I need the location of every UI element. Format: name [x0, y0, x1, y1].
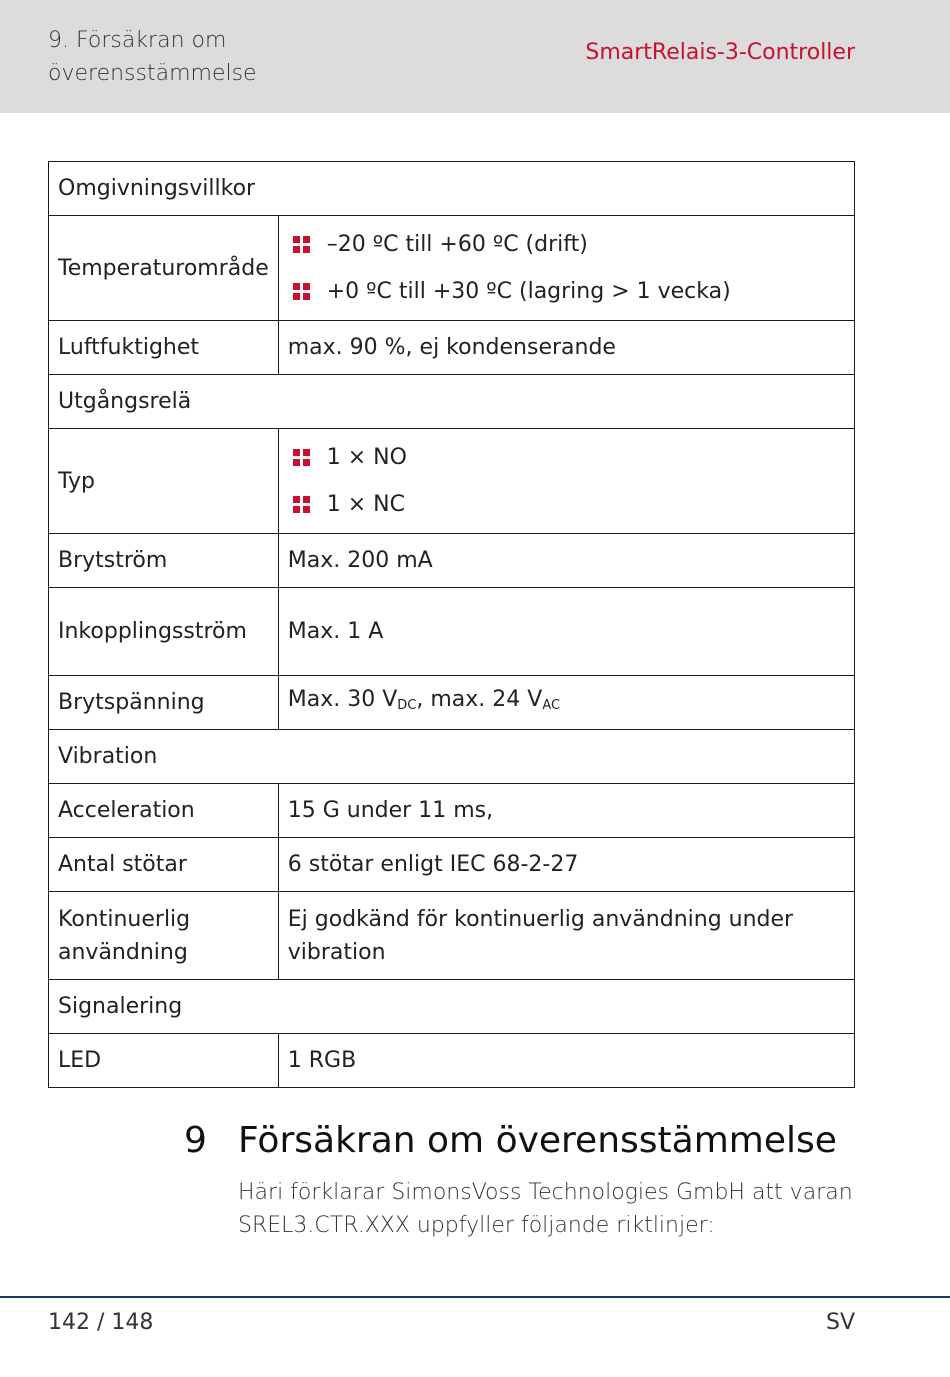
row-label: Kontinuerlig användning [49, 892, 279, 980]
table-row [49, 784, 855, 838]
header-section-line-2: överensstämmelse [48, 61, 257, 86]
table-row [49, 730, 855, 784]
list-item [288, 434, 845, 481]
section-title: Försäkran om överensstämmelse [238, 1120, 837, 1161]
table-group-header: Omgivningsvillkor [49, 162, 855, 216]
row-label: Antal stötar [49, 838, 279, 892]
list-item-text: 1 × NC [326, 492, 405, 517]
table-group-header: Utgångsrelä [49, 375, 855, 429]
table-row [49, 534, 855, 588]
table-row [49, 429, 855, 534]
voltage-prefix: Max. 30 V [287, 687, 398, 712]
row-value: 6 stötar enligt IEC 68-2-27 [278, 838, 854, 892]
list-item-text: –20 ºC till +60 ºC (drift) [326, 232, 588, 257]
table-row [49, 980, 855, 1034]
row-value: Max. 200 mA [278, 534, 854, 588]
table-row [49, 216, 855, 321]
row-label: Brytström [49, 534, 279, 588]
section-number: 9 [184, 1120, 207, 1161]
bullet-list [288, 434, 845, 528]
table-row [49, 838, 855, 892]
row-value: max. 90 %, ej kondenserande [278, 321, 854, 375]
voltage-dc-subscript: DC [397, 698, 417, 713]
bullet-list [288, 221, 845, 315]
row-value: Ej godkänd för kontinuerlig användning under vibration [278, 892, 854, 980]
table-row [49, 1034, 855, 1088]
section-intro: Häri förklarar SimonsVoss Technologies GmbH att varan SREL3.CTR.XXX uppfyller följande riktlinjer: [238, 1180, 853, 1238]
table-group-header: Signalering [49, 980, 855, 1034]
header-section-line-1: 9. Försäkran om [48, 28, 227, 53]
header-product-name: SmartRelais-3-Controller [585, 40, 855, 65]
page-number: 142 / 148 [48, 1310, 154, 1335]
footer-divider [0, 1296, 950, 1298]
header-section-title [48, 24, 257, 90]
table-row [49, 375, 855, 429]
row-value: 1 RGB [278, 1034, 854, 1088]
page-header [0, 0, 950, 113]
row-label: Luftfuktighet [49, 321, 279, 375]
list-item [288, 268, 845, 315]
table-row [49, 321, 855, 375]
language-code: SV [825, 1310, 855, 1335]
red-square-bullet-icon [293, 449, 310, 466]
list-item-text: 1 × NO [326, 445, 407, 470]
row-label: Typ [49, 429, 279, 534]
list-item-text: +0 ºC till +30 ºC (lagring > 1 vecka) [326, 279, 731, 304]
table-row [49, 892, 855, 980]
table-row [49, 588, 855, 676]
red-square-bullet-icon [293, 236, 310, 253]
list-item [288, 221, 845, 268]
table-row [49, 162, 855, 216]
row-value: Max. 1 A [278, 588, 854, 676]
row-label: Acceleration [49, 784, 279, 838]
specification-table [48, 161, 855, 1088]
row-value [278, 429, 854, 534]
row-value [278, 676, 854, 730]
table-row [49, 676, 855, 730]
table-group-header: Vibration [49, 730, 855, 784]
row-label: Inkopplingsström [49, 588, 279, 676]
row-label: Brytspänning [49, 676, 279, 730]
red-square-bullet-icon [293, 283, 310, 300]
list-item [288, 481, 845, 528]
red-square-bullet-icon [293, 496, 310, 513]
row-label: Temperaturområde [49, 216, 279, 321]
row-label: LED [49, 1034, 279, 1088]
row-value: 15 G under 11 ms, [278, 784, 854, 838]
voltage-ac-subscript: AC [542, 698, 561, 713]
voltage-middle: , max. 24 V [416, 687, 543, 712]
row-value [278, 216, 854, 321]
